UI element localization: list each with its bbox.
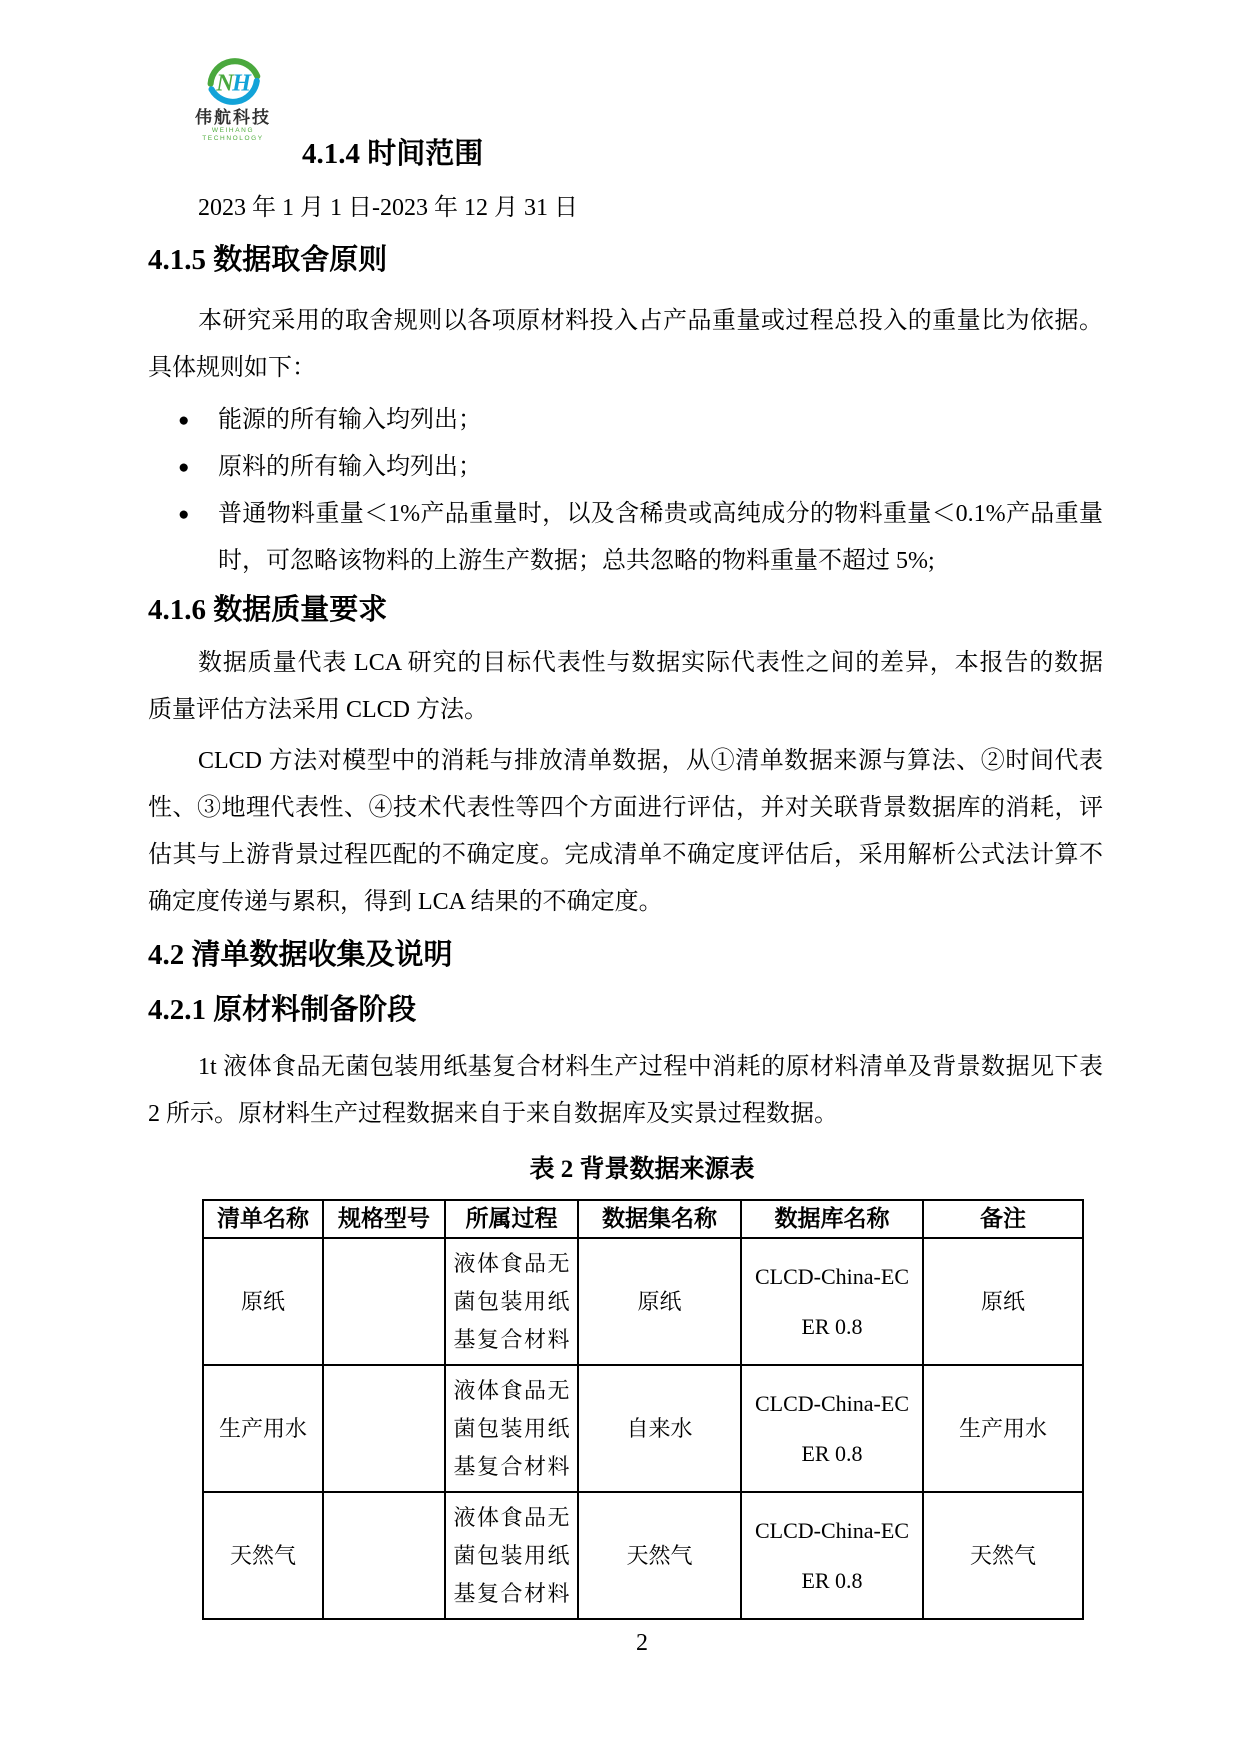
- cell-spec-model: [323, 1238, 445, 1365]
- cell-dataset-name: 自来水: [578, 1365, 741, 1492]
- logo-company-name: 伟航科技: [195, 108, 271, 127]
- table-caption: 表 2 背景数据来源表: [529, 1156, 755, 1183]
- bullet-icon: ●: [178, 457, 190, 478]
- cell-database-name: [741, 1365, 923, 1492]
- cell-remark: 原纸: [923, 1238, 1083, 1365]
- paragraph-line: 2 所示。原材料生产过程数据来自于来自数据库及实景过程数据。: [148, 1101, 838, 1127]
- logo-letter-h: H: [232, 69, 251, 97]
- column-header-inventory-name: 清单名称: [203, 1200, 323, 1238]
- list-item: [148, 491, 1103, 585]
- paragraph-line: 性、③地理代表性、④技术代表性等四个方面进行评估，并对关联背景数据库的消耗，评: [148, 795, 1103, 821]
- date-range-text: 2023 年 1 月 1 日-2023 年 12 月 31 日: [198, 195, 578, 221]
- column-header-dataset-name: 数据集名称: [578, 1200, 741, 1238]
- cell-remark: 生产用水: [923, 1365, 1083, 1492]
- list-item: [148, 397, 1103, 444]
- bullet-icon: ●: [178, 410, 190, 431]
- table-row: [203, 1238, 1083, 1365]
- list-item-text: 原料的所有输入均列出；: [218, 454, 482, 480]
- paragraph-raw-materials: [148, 1044, 1103, 1138]
- column-header-database-name: 数据库名称: [741, 1200, 923, 1238]
- logo-circle-icon: [205, 52, 261, 108]
- paragraph-line: 估其与上游背景过程匹配的不确定度。完成清单不确定度评估后，采用解析公式法计算不: [148, 842, 1103, 868]
- cell-inventory-name: 天然气: [203, 1492, 323, 1619]
- cell-remark: 天然气: [923, 1492, 1083, 1619]
- cell-database-name: [741, 1492, 923, 1619]
- page-content: [0, 134, 1241, 1620]
- paragraph-cutoff-rules: [148, 298, 1103, 392]
- paragraph-line: 1t 液体食品无菌包装用纸基复合材料生产过程中消耗的原材料清单及背景数据见下表: [198, 1054, 1103, 1080]
- paragraph-line: 数据质量代表 LCA 研究的目标代表性与数据实际代表性之间的差异，本报告的数据: [198, 650, 1103, 676]
- background-data-source-table: [202, 1199, 1084, 1620]
- cell-dataset-name: 天然气: [578, 1492, 741, 1619]
- list-item-text: 时，可忽略该物料的上游生产数据；总共忽略的物料重量不超过 5%;: [218, 548, 935, 574]
- paragraph-line: 确定度传递与累积，得到 LCA 结果的不确定度。: [148, 889, 663, 915]
- paragraph-data-quality-2: [148, 738, 1103, 926]
- cell-inventory-name: 生产用水: [203, 1365, 323, 1492]
- heading-4-2: 4.2 清单数据收集及说明: [148, 939, 453, 971]
- paragraph-line: 具体规则如下：: [148, 355, 316, 381]
- page-number: 2: [636, 1630, 648, 1656]
- cell-inventory-name: 原纸: [203, 1238, 323, 1365]
- table-header-row: [203, 1200, 1083, 1238]
- cell-database-text: CLCD-China-ECER 0.8: [755, 1263, 909, 1339]
- list-item-text: 普通物料重量＜1%产品重量时，以及含稀贵或高纯成分的物料重量＜0.1%产品重量: [218, 501, 1103, 527]
- paragraph-line: 本研究采用的取舍规则以各项原材料投入占产品重量或过程总投入的重量比为依据。: [198, 308, 1103, 334]
- logo-letter-n: N: [216, 69, 234, 97]
- column-header-spec-model: 规格型号: [323, 1200, 445, 1238]
- cell-process-text: 液体食品无菌包装用纸基复合材料: [453, 1250, 570, 1352]
- company-logo: [183, 52, 283, 143]
- list-item: [148, 444, 1103, 491]
- heading-4-2-1: 4.2.1 原材料制备阶段: [148, 994, 417, 1026]
- cell-process-text: 液体食品无菌包装用纸基复合材料: [453, 1377, 570, 1479]
- bullet-icon: ●: [178, 504, 190, 525]
- cell-database-text: CLCD-China-ECER 0.8: [755, 1390, 909, 1466]
- cutoff-rules-list: [148, 397, 1103, 585]
- cell-database-name: [741, 1238, 923, 1365]
- heading-4-1-5: 4.1.5 数据取舍原则: [148, 244, 388, 276]
- paragraph-data-quality-1: [148, 640, 1103, 734]
- cell-process: [445, 1492, 578, 1619]
- cell-spec-model: [323, 1365, 445, 1492]
- heading-4-1-4: 4.1.4 时间范围: [302, 138, 484, 170]
- table-row: [203, 1492, 1083, 1619]
- cell-dataset-name: 原纸: [578, 1238, 741, 1365]
- paragraph-line: 质量评估方法采用 CLCD 方法。: [148, 697, 489, 723]
- table-row: [203, 1365, 1083, 1492]
- logo-tagline: WEIHANG TECHNOLOGY: [202, 127, 264, 142]
- heading-4-1-6: 4.1.6 数据质量要求: [148, 594, 388, 626]
- column-header-remark: 备注: [923, 1200, 1083, 1238]
- cell-process: [445, 1238, 578, 1365]
- cell-process: [445, 1365, 578, 1492]
- paragraph-line: CLCD 方法对模型中的消耗与排放清单数据，从①清单数据来源与算法、②时间代表: [198, 748, 1103, 774]
- cell-database-text: CLCD-China-ECER 0.8: [755, 1517, 909, 1593]
- column-header-process: 所属过程: [445, 1200, 578, 1238]
- list-item-text: 能源的所有输入均列出；: [218, 407, 482, 433]
- cell-spec-model: [323, 1492, 445, 1619]
- cell-process-text: 液体食品无菌包装用纸基复合材料: [453, 1504, 570, 1606]
